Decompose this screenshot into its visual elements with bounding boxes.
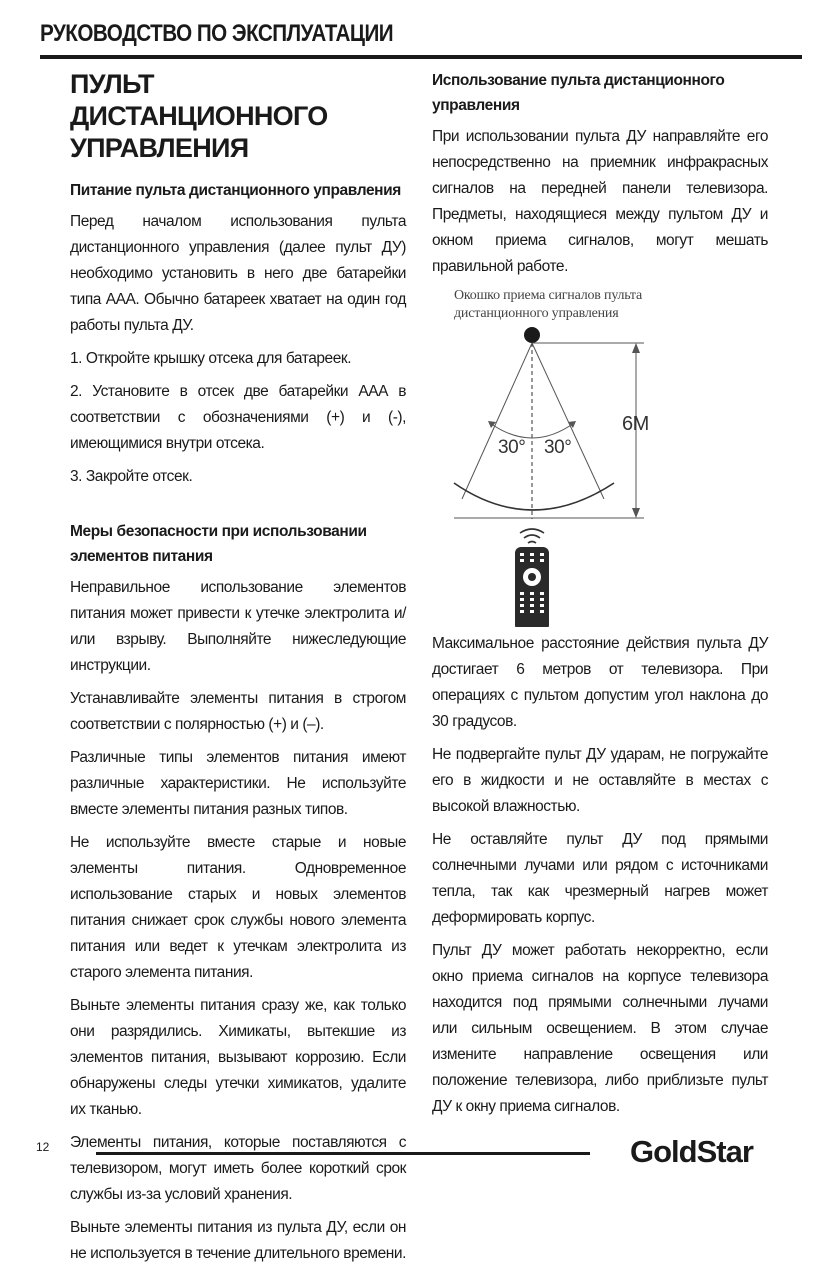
header-rule <box>40 55 802 59</box>
safety-paragraph: Различные типы элементов питания имеют различные характеристики. Не используйте вместе элементы питания разных типов. <box>70 749 406 818</box>
distance-label: 6M <box>622 413 649 435</box>
left-column <box>70 68 406 1274</box>
heat-paragraph: Не оставляйте пульт ДУ под прямыми солнечными лучами или рядом с источниками тепла, так как чрезмерный нагрев может деформировать корпус. <box>432 831 768 926</box>
distance-arrow-bottom <box>632 508 640 518</box>
ir-range-diagram <box>432 287 792 627</box>
footer-rule <box>96 1152 590 1155</box>
remote-control-icon <box>515 529 549 627</box>
diagram-caption-line: Окошко приема сигналов пульта <box>454 288 643 303</box>
safety-paragraph: Выньте элементы питания из пульта ДУ, если он не используется в течение длительного времени. <box>70 1219 406 1262</box>
distance-arrow-top <box>632 343 640 353</box>
receiver-window-icon <box>524 327 540 343</box>
safety-paragraph: Выньте элементы питания сразу же, как только они разрядились. Химикаты, вытекшие из элементов питания, вызывают коррозию. Если обнаружены следы утечки химикатов, удалите их тканью. <box>70 997 406 1118</box>
diagram-caption <box>454 287 642 323</box>
power-step-2: 2. Установите в отсек две батарейки ААА в соответствии с обозначениями (+) и (-), имеющимися внутри отсека. <box>70 383 406 452</box>
power-step-1: 1. Откройте крышку отсека для батареек. <box>70 350 352 367</box>
angle-label-left: 30° <box>498 437 526 458</box>
usage-heading: Использование пульта дистанционного управления <box>432 72 725 114</box>
cone-left-edge <box>462 343 532 499</box>
power-paragraph: Перед началом использования пульта дистанционного управления (далее пульт ДУ) необходимо установить в него две батарейки типа ААА. Обычно батареек хватает на один год работы пульта ДУ. <box>70 213 406 334</box>
range-arc <box>454 483 614 510</box>
care-paragraph: Не подвергайте пульт ДУ ударам, не погружайте его в жидкости и не оставляйте в местах с высокой влажностью. <box>432 746 768 815</box>
usage-paragraph: При использовании пульта ДУ направляйте его непосредственно на приемник инфракрасных сигналов на передней панели телевизора. Предметы, находящиеся между пультом ДУ и окном приема сигналов, могут мешать правильной работе. <box>432 128 768 275</box>
right-column <box>432 68 768 1127</box>
safety-paragraph: Не используйте вместе старые и новые элементы питания. Одновременное использование старых и новых элементов питания снижает срок службы нового элемента питания или ведет к утечкам электролита из старого элемента питания. <box>70 834 406 981</box>
power-heading: Питание пульта дистанционного управления <box>70 182 401 199</box>
page-title: ПУЛЬТ ДИСТАНЦИОННОГО УПРАВЛЕНИЯ <box>70 69 328 163</box>
safety-heading: Меры безопасности при использовании элементов питания <box>70 523 367 565</box>
safety-paragraph: Устанавливайте элементы питания в строгом соответствии с полярностью (+) и (–). <box>70 690 406 733</box>
section-spacer <box>70 497 406 519</box>
angle-label-right: 30° <box>544 437 572 458</box>
safety-paragraph: Неправильное использование элементов питания может привести к утечке электролита и/или взрыву. Выполняйте нижеследующие инструкции. <box>70 579 406 674</box>
ir-range-graphic <box>432 287 792 627</box>
diagram-caption-line: дистанционного управления <box>454 306 619 321</box>
safety-paragraph: Элементы питания, которые поставляются с телевизором, могут иметь более короткий срок службы из-за условий хранения. <box>70 1134 406 1203</box>
range-paragraph: Максимальное расстояние действия пульта ДУ достигает 6 метров от телевизора. При операциях с пультом допустим угол наклона до 30 градусов. <box>432 635 768 730</box>
goldstar-logo: GoldStar <box>630 1134 753 1169</box>
cone-right-edge <box>532 343 604 499</box>
power-step-3: 3. Закройте отсек. <box>70 468 193 485</box>
manual-header: РУКОВОДСТВО ПО ЭКСПЛУАТАЦИИ <box>40 20 394 47</box>
light-paragraph: Пульт ДУ может работать некорректно, если окно приема сигналов на корпусе телевизора находится под прямыми солнечными лучами или сильным освещением. В этом случае измените направление освещения или положение телевизора, либо приблизьте пульт ДУ к окну приема сигналов. <box>432 942 768 1115</box>
page-number: 12 <box>36 1140 50 1154</box>
